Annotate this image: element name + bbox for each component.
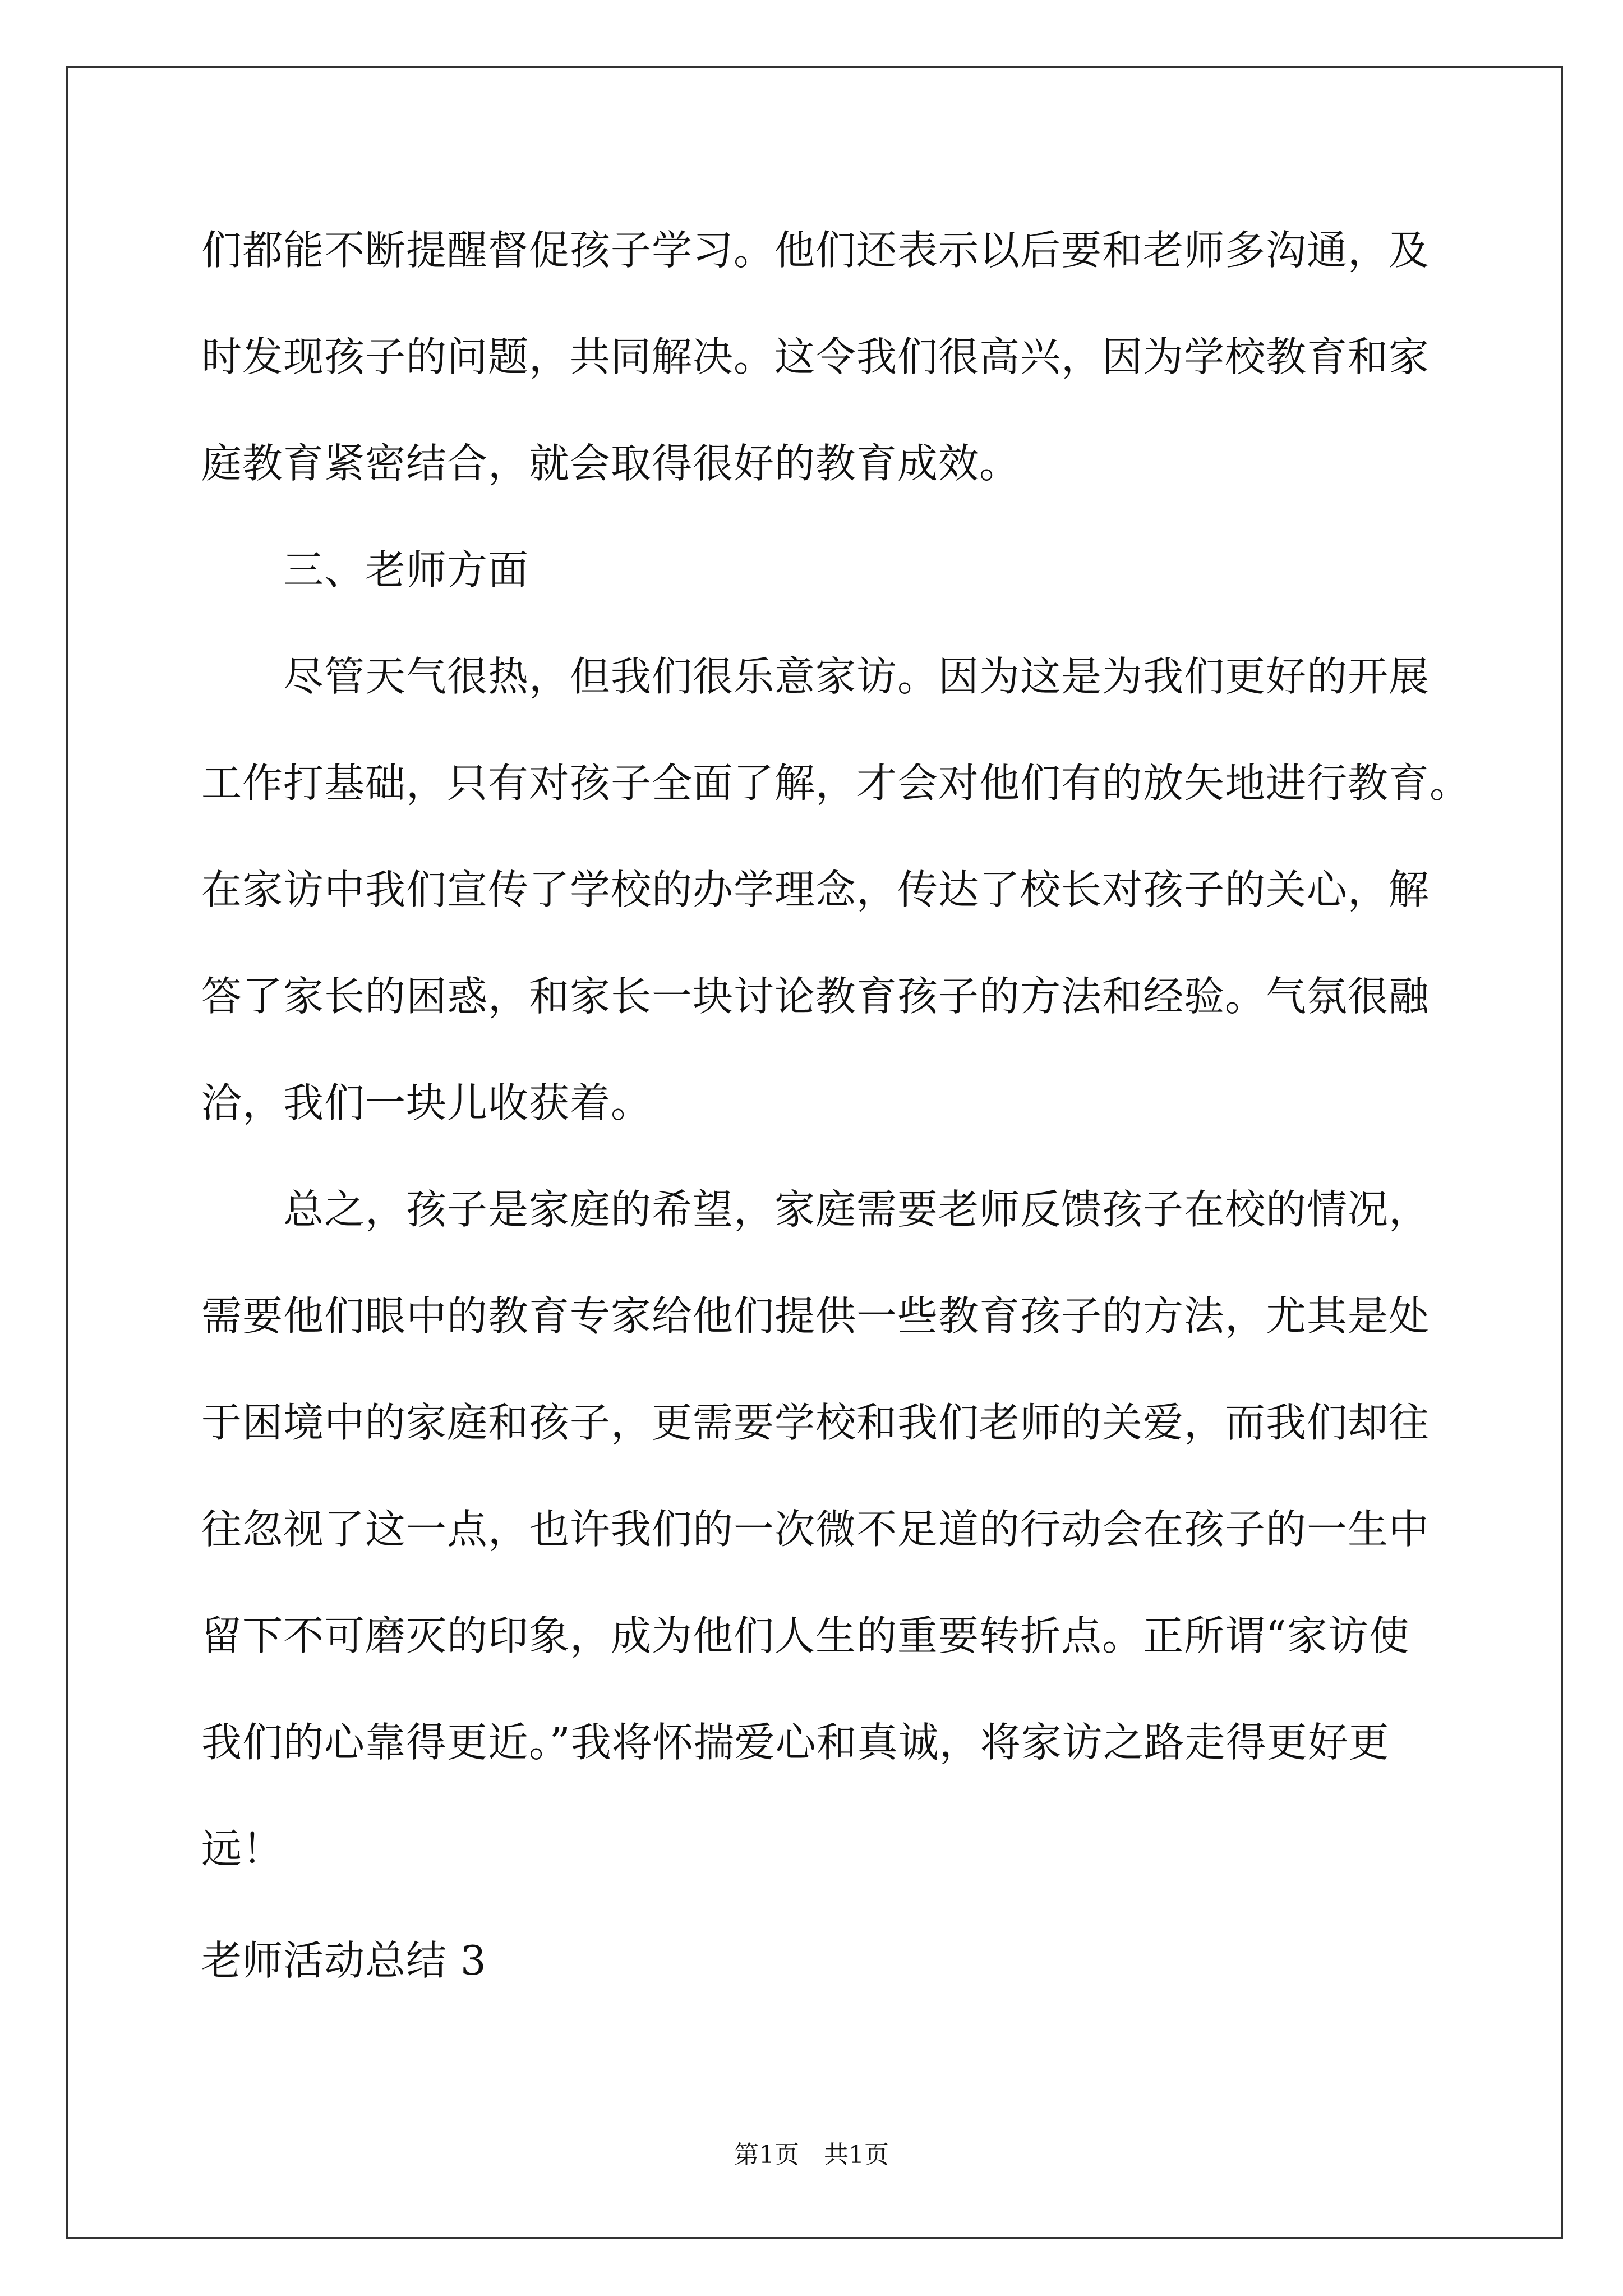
text-line: 时发现孩子的问题，共同解决。这令我们很高兴，因为学校教育和家: [201, 333, 1430, 380]
text-line: 远！: [201, 1825, 284, 1872]
text-line: 往忽视了这一点，也许我们的一次微不足道的行动会在孩子的一生中: [201, 1506, 1430, 1553]
text-line: 们都能不断提醒督促孩子学习。他们还表示以后要和老师多沟通，及: [201, 227, 1430, 274]
text-line: 洽，我们一块儿收获着。: [201, 1079, 652, 1126]
text-line: 庭教育紧密结合，就会取得很好的教育成效。: [201, 440, 1021, 487]
text-line: 在家访中我们宣传了学校的办学理念，传达了校长对孩子的关心，解: [201, 866, 1430, 913]
page-footer: 第1页 共1页: [734, 2141, 889, 2169]
section-heading: 三、老师方面: [283, 546, 529, 593]
document-body: [201, 197, 1547, 2014]
text-line: 总之，孩子是家庭的希望，家庭需要老师反馈孩子在校的情况，: [283, 1186, 1430, 1233]
text-line: 我们的心靠得更近。”我将怀揣爱心和真诚，将家访之路走得更好更: [201, 1719, 1390, 1766]
text-line: 尽管天气很热，但我们很乐意家访。因为这是为我们更好的开展: [283, 653, 1430, 700]
section-title: 老师活动总结 3: [201, 1937, 487, 1984]
text-line: 答了家长的困惑，和家长一块讨论教育孩子的方法和经验。气氛很融: [201, 973, 1430, 1020]
text-line: 留下不可磨灭的印象，成为他们人生的重要转折点。正所谓“家访使: [201, 1612, 1410, 1659]
text-line: 于困境中的家庭和孩子，更需要学校和我们老师的关爱，而我们却往: [201, 1399, 1430, 1446]
text-line: 工作打基础，只有对孩子全面了解，才会对他们有的放矢地进行教育。: [201, 760, 1471, 807]
text-line: 需要他们眼中的教育专家给他们提供一些教育孩子的方法，尤其是处: [201, 1292, 1430, 1340]
